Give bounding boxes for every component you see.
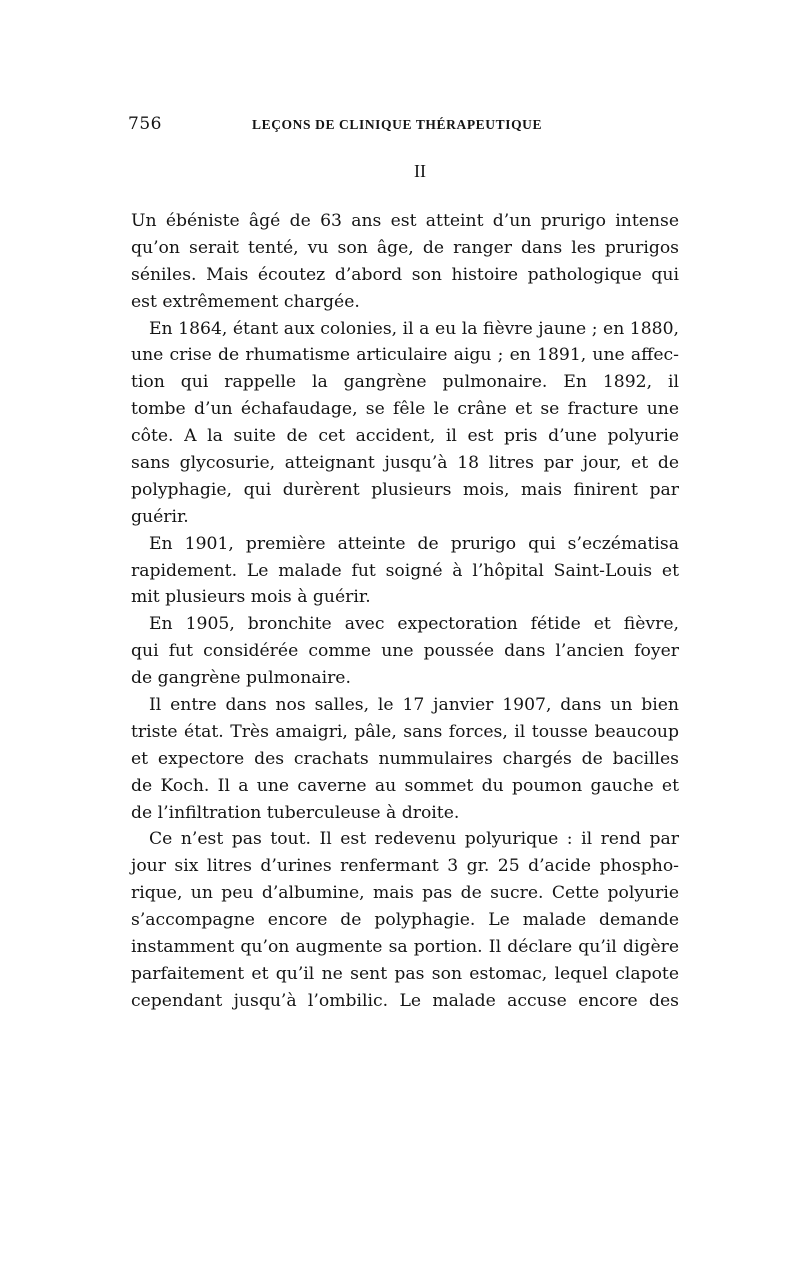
text-line: triste état. Très amaigri, pâle, sans forces, il tousse beaucoup bbox=[131, 721, 679, 742]
text-line: tion qui rappelle la gangrène pulmonaire. En 1892, il bbox=[131, 372, 679, 393]
running-header bbox=[128, 114, 680, 138]
text-line: de Koch. Il a une caverne au sommet du poumon gauche et bbox=[131, 775, 679, 796]
text-line: Ce n’est pas tout. Il est redevenu polyurique : il rend par bbox=[149, 829, 679, 850]
text-line: cependant jusqu’à l’ombilic. Le malade accuse encore des bbox=[131, 990, 679, 1011]
text-line: guérir. bbox=[131, 506, 189, 527]
text-line: instamment qu’on augmente sa portion. Il déclare qu’il digère bbox=[131, 937, 679, 958]
text-line: s’accompagne encore de polyphagie. Le malade demande bbox=[131, 910, 679, 931]
text-line: Il entre dans nos salles, le 17 janvier 1907, dans un bien bbox=[149, 695, 679, 716]
text-line: sans glycosurie, atteignant jusqu’à 18 litres par jour, et de bbox=[131, 453, 679, 474]
running-title: LEÇONS DE CLINIQUE THÉRAPEUTIQUE bbox=[252, 117, 543, 132]
text-line: polyphagie, qui durèrent plusieurs mois, mais finirent par bbox=[131, 479, 679, 500]
text-line: et expectore des crachats nummulaires chargés de bacilles bbox=[131, 748, 679, 769]
section-number: II bbox=[414, 161, 426, 181]
text-line: En 1905, bronchite avec expectoration fétide et fièvre, bbox=[149, 614, 679, 635]
text-line: qui fut considérée comme une poussée dans l’ancien foyer bbox=[131, 641, 679, 662]
text-line: est extrêmement chargée. bbox=[131, 291, 360, 312]
text-line: côte. A la suite de cet accident, il est pris d’une polyurie bbox=[131, 426, 679, 447]
text-line: Un ébéniste âgé de 63 ans est atteint d’un prurigo intense bbox=[131, 211, 679, 231]
text-line: En 1864, étant aux colonies, il a eu la fièvre jaune ; en 1880, bbox=[149, 318, 679, 339]
text-line: jour six litres d’urines renfermant 3 gr. 25 d’acide phospho- bbox=[131, 856, 679, 877]
text-line: de gangrène pulmonaire. bbox=[131, 668, 351, 689]
text-line: mit plusieurs mois à guérir. bbox=[131, 587, 371, 608]
text-line: de l’infiltration tuberculeuse à droite. bbox=[131, 802, 460, 823]
text-line: parfaitement et qu’il ne sent pas son estomac, lequel clapote bbox=[131, 963, 679, 984]
text-line: rapidement. Le malade fut soigné à l’hôpital Saint-Louis et bbox=[131, 560, 679, 581]
text-line: séniles. Mais écoutez d’abord son histoire pathologique qui bbox=[131, 264, 679, 285]
text-line: qu’on serait tenté, vu son âge, de ranger dans les prurigos bbox=[131, 237, 679, 258]
body-text bbox=[131, 208, 679, 1015]
text-line: rique, un peu d’albumine, mais pas de sucre. Cette polyurie bbox=[131, 883, 679, 904]
text-line: une crise de rhumatisme articulaire aigu ; en 1891, une affec- bbox=[131, 345, 679, 366]
page-number: 756 bbox=[128, 114, 162, 134]
text-line: En 1901, première atteinte de prurigo qui s’eczématisa bbox=[149, 533, 679, 554]
text-line: tombe d’un échafaudage, se fêle le crâne et se fracture une bbox=[131, 399, 679, 420]
